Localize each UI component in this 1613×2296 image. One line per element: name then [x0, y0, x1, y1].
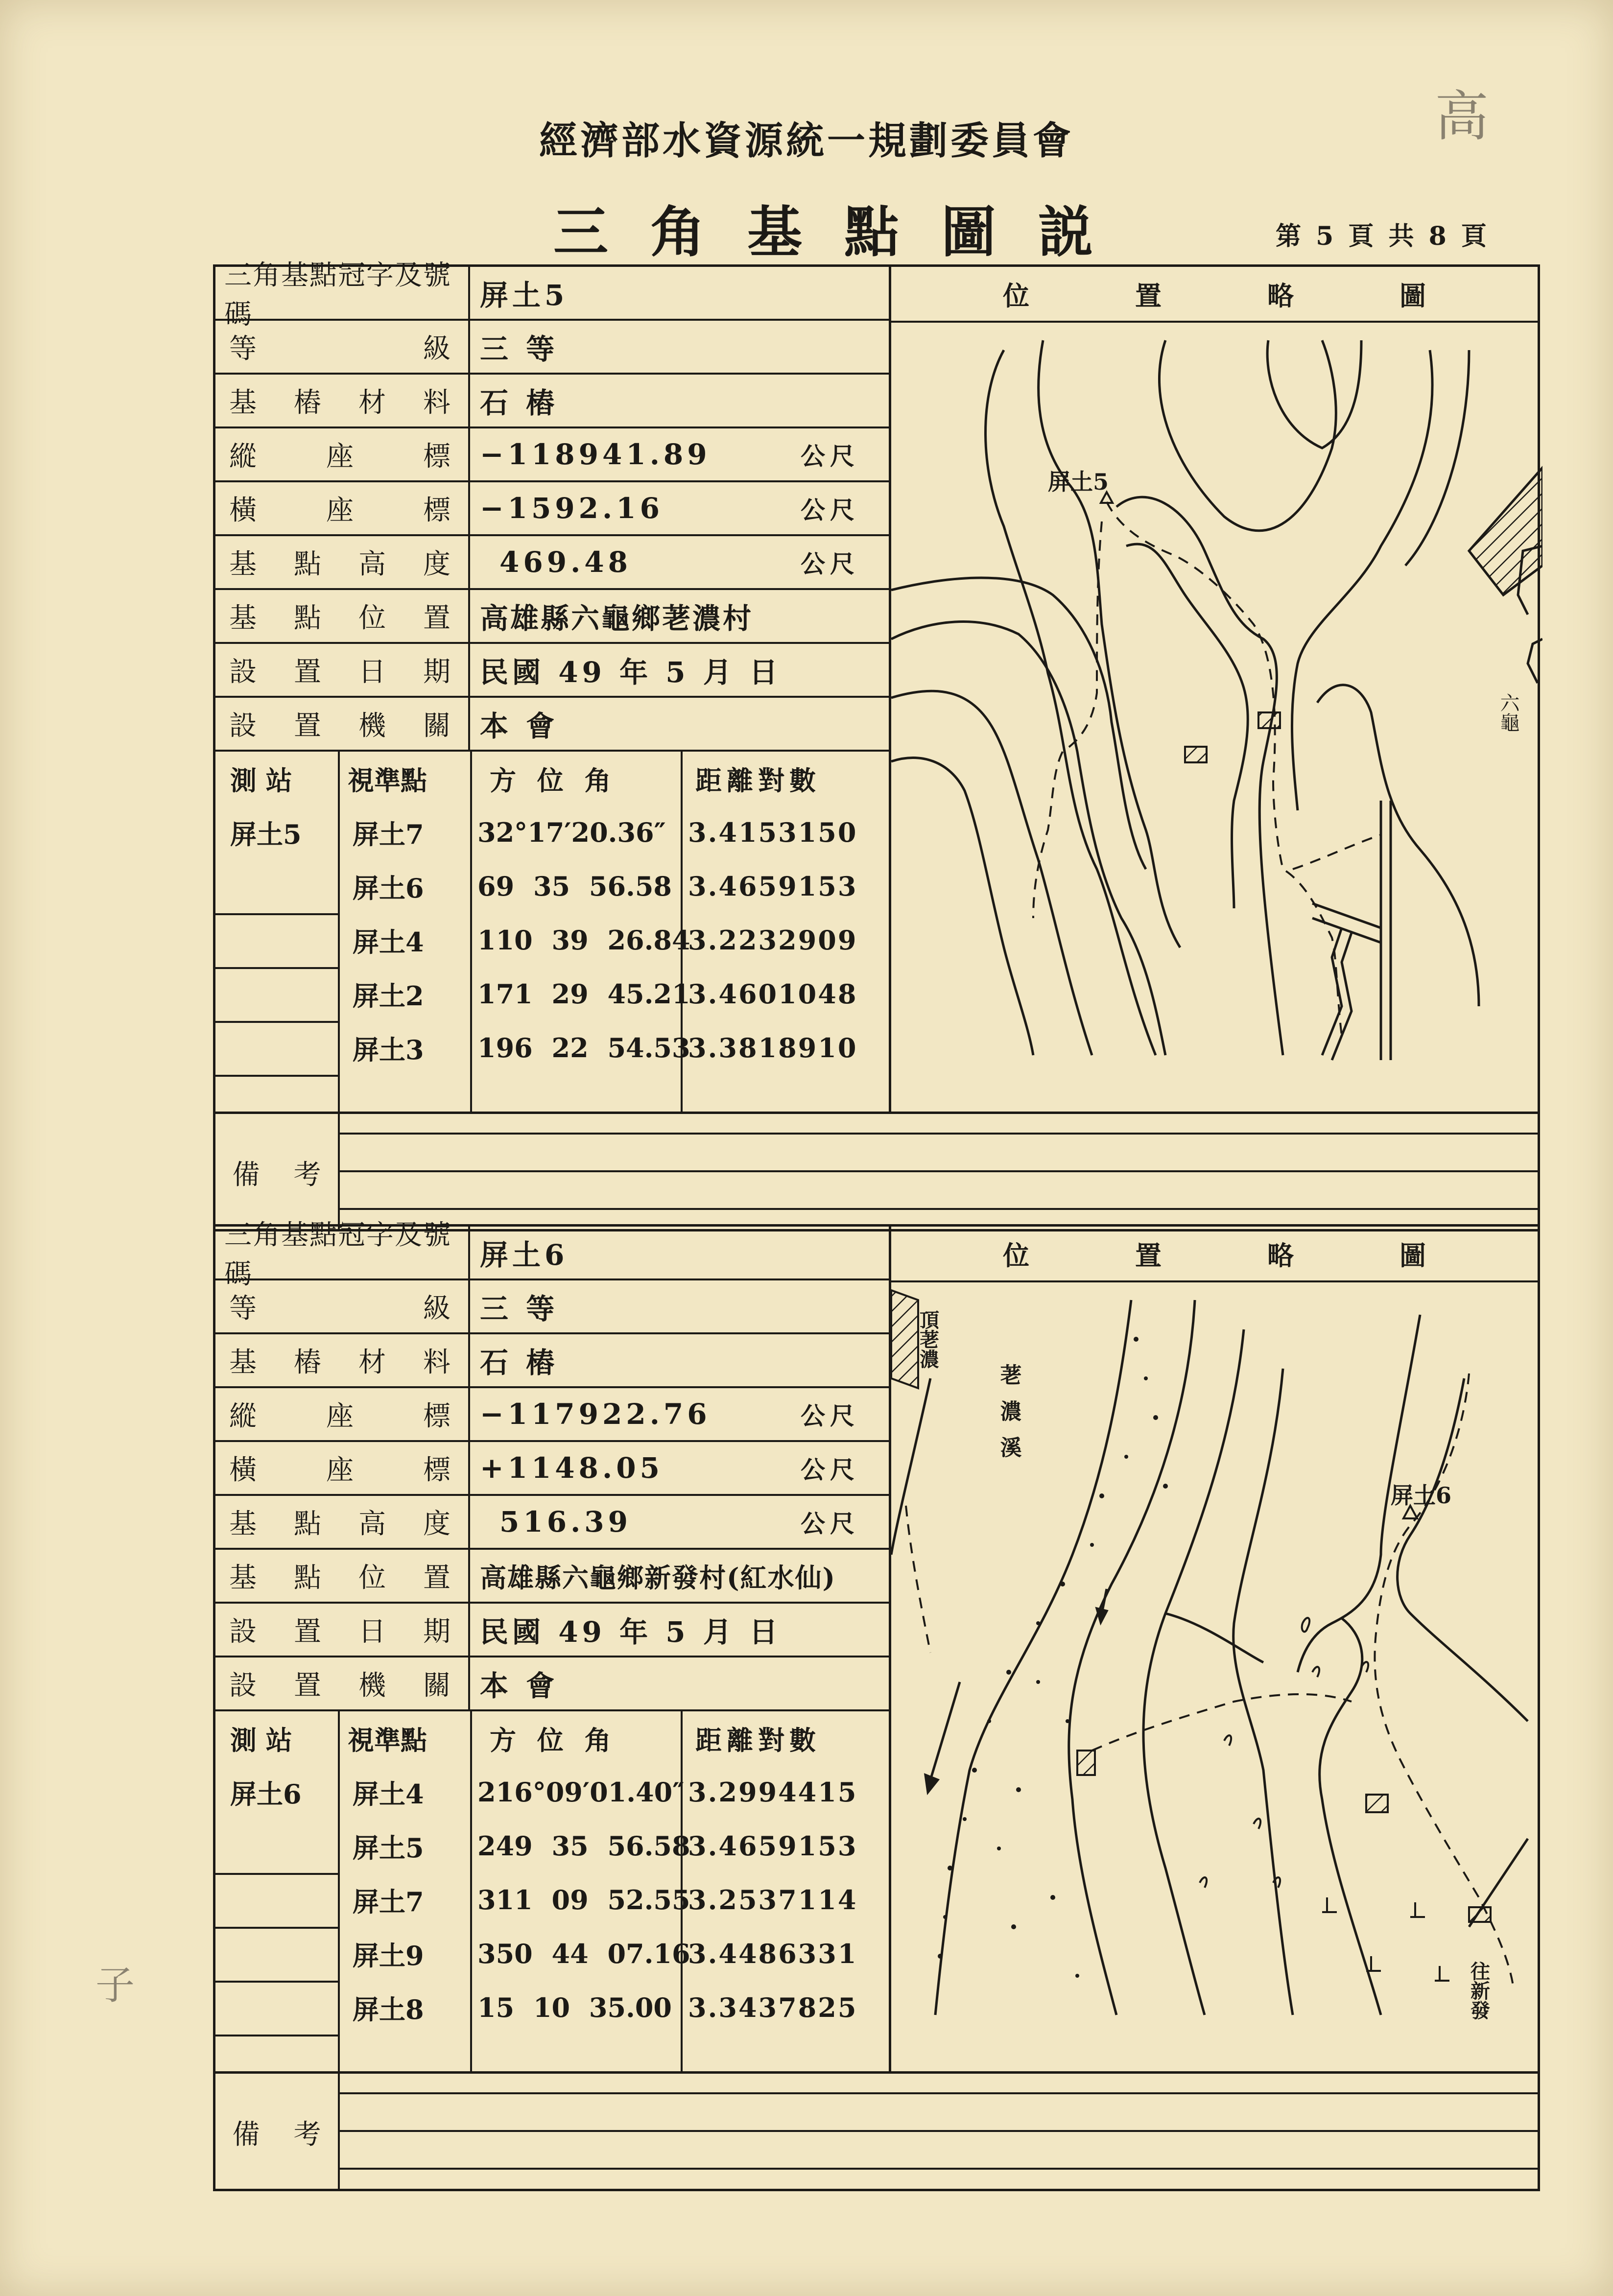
point-section-2 — [213, 1219, 1540, 2191]
obs-distance: 3.4659153 — [688, 871, 858, 902]
obs-azimuth: 171 29 45.21 — [477, 978, 690, 1010]
agency-label: 設 置 機 關 — [215, 1657, 470, 1709]
map-place-label: 頂荖濃 — [916, 1310, 940, 1369]
margin-pencil-mark: 子 — [95, 1963, 135, 2008]
obs-distance: 3.2232909 — [688, 924, 858, 956]
date-row — [215, 1604, 889, 1657]
grade-value: 三 等 — [480, 1292, 559, 1326]
material-value: 石 樁 — [480, 1346, 559, 1379]
remarks-row — [215, 2071, 1538, 2191]
easting-value: −1592.16 — [480, 492, 664, 525]
target-header: 視準點 — [348, 764, 427, 796]
map-place-label: 六龜 — [1497, 693, 1519, 732]
map-marker-label: 屏土5 — [1048, 469, 1109, 495]
point-name-row — [215, 260, 889, 331]
target-header: 視準點 — [348, 1724, 427, 1756]
northing-label: 縱 座 標 — [215, 428, 470, 480]
obs-azimuth: 311 09 52.55 — [477, 1884, 690, 1916]
map-direction-label: 往新發 — [1467, 1961, 1491, 2020]
location-label: 基 點 位 置 — [215, 590, 470, 642]
obs-target: 屏土5 — [353, 1832, 424, 1864]
obs-azimuth: 15 10 35.00 — [477, 1992, 672, 2023]
easting-row — [215, 482, 889, 536]
obs-azimuth: 110 39 26.84 — [477, 924, 690, 956]
point-section-1 — [213, 260, 1540, 1231]
agency-value: 本 會 — [480, 1669, 559, 1703]
map-drawing — [891, 321, 1542, 1112]
obs-target: 屏土6 — [353, 872, 424, 904]
easting-row — [215, 1442, 889, 1496]
obs-azimuth: 350 44 07.16 — [477, 1938, 690, 1969]
obs-target: 屏土4 — [353, 926, 424, 958]
obs-target: 屏土3 — [353, 1034, 424, 1065]
point-name-value: 屏土6 — [480, 1238, 569, 1272]
azimuth-header: 方 位 角 — [490, 764, 617, 796]
obs-azimuth: 216°09′01.40″ — [477, 1776, 685, 1808]
elevation-unit: 公尺 — [801, 549, 859, 578]
northing-unit: 公尺 — [801, 442, 859, 471]
agency-row — [215, 1657, 889, 1711]
elevation-label: 基 點 高 度 — [215, 536, 470, 588]
date-value: 民國 49 年 5 月 日 — [480, 656, 782, 689]
obs-target: 屏土8 — [353, 1993, 424, 2025]
obs-distance: 3.3818910 — [688, 1032, 858, 1064]
material-label: 基 樁 材 料 — [215, 375, 470, 426]
distance-header: 距離對數 — [695, 1724, 821, 1756]
easting-label: 橫 座 標 — [215, 482, 470, 534]
obs-distance: 3.4601048 — [688, 978, 858, 1010]
map-marker-label: 屏土6 — [1391, 1482, 1452, 1509]
elevation-value: 516.39 — [499, 1505, 632, 1539]
page-title: 三角基點圖説 — [553, 200, 1135, 264]
obs-azimuth: 32°17′20.36″ — [477, 817, 666, 848]
grade-row — [215, 1280, 889, 1334]
map-river-label: 荖濃溪 — [996, 1364, 1021, 1472]
northing-row — [215, 1388, 889, 1442]
elevation-row — [215, 1496, 889, 1550]
obs-target: 屏土4 — [353, 1778, 424, 1810]
elevation-unit: 公尺 — [801, 1509, 859, 1538]
location-value: 高雄縣六龜鄉新發村(紅水仙) — [480, 1562, 836, 1593]
obs-distance: 3.4659153 — [688, 1830, 858, 1862]
page-info: 第 5 頁 共 8 頁 — [1276, 221, 1490, 251]
location-sketch-map-1 — [889, 267, 1538, 1112]
station-value: 屏土5 — [230, 818, 302, 850]
date-row — [215, 644, 889, 698]
obs-distance: 3.4486331 — [688, 1938, 858, 1969]
obs-distance: 3.4153150 — [688, 817, 858, 848]
date-label: 設 置 日 期 — [215, 644, 470, 696]
location-row — [215, 1550, 889, 1604]
material-row — [215, 1334, 889, 1388]
station-value: 屏土6 — [230, 1778, 302, 1810]
northing-value: −117922.76 — [480, 1397, 711, 1431]
point-name-label: 三角基點冠字及號碼 — [215, 1227, 470, 1278]
station-header: 測 站 — [230, 1724, 292, 1756]
distance-header: 距離對數 — [695, 764, 821, 796]
agency-row — [215, 698, 889, 752]
obs-distance: 3.2537114 — [688, 1884, 858, 1916]
observation-table — [215, 1711, 889, 2071]
northing-unit: 公尺 — [801, 1401, 859, 1430]
grade-label: 等 級 — [215, 321, 470, 373]
easting-unit: 公尺 — [801, 496, 859, 524]
map-title: 位 置 略 圖 — [891, 267, 1538, 323]
obs-target: 屏土7 — [353, 818, 424, 850]
material-value: 石 樁 — [480, 386, 559, 420]
location-row — [215, 590, 889, 644]
handwritten-mark: 高 — [1435, 85, 1489, 148]
remarks-label: 備 考 — [215, 1114, 340, 1231]
location-sketch-map-2 — [889, 1227, 1538, 2071]
obs-azimuth: 69 35 56.58 — [477, 871, 672, 902]
material-row — [215, 375, 889, 428]
agency-label: 設 置 機 關 — [215, 698, 470, 750]
grade-value: 三 等 — [480, 332, 559, 366]
location-label: 基 點 位 置 — [215, 1550, 470, 1602]
elevation-label: 基 點 高 度 — [215, 1496, 470, 1548]
northing-row — [215, 428, 889, 482]
point-name-row — [215, 1219, 889, 1290]
obs-target: 屏土7 — [353, 1886, 424, 1917]
obs-target: 屏土2 — [353, 980, 424, 1012]
obs-distance: 3.2994415 — [688, 1776, 858, 1808]
obs-azimuth: 249 35 56.58 — [477, 1830, 690, 1862]
date-label: 設 置 日 期 — [215, 1604, 470, 1656]
northing-label: 縱 座 標 — [215, 1388, 470, 1440]
grade-row — [215, 321, 889, 375]
easting-label: 橫 座 標 — [215, 1442, 470, 1494]
obs-distance: 3.3437825 — [688, 1992, 858, 2023]
obs-azimuth: 196 22 54.53 — [477, 1032, 690, 1064]
organization-header: 經濟部水資源統一規劃委員會 — [539, 118, 1074, 163]
point-name-value: 屏土5 — [480, 279, 569, 312]
northing-value: −118941.89 — [480, 438, 711, 471]
easting-unit: 公尺 — [801, 1455, 859, 1484]
easting-value: +1148.05 — [480, 1451, 664, 1485]
agency-value: 本 會 — [480, 710, 559, 743]
azimuth-header: 方 位 角 — [490, 1724, 617, 1756]
remarks-label: 備 考 — [215, 2074, 340, 2191]
map-drawing — [891, 1280, 1542, 2071]
elevation-value: 469.48 — [499, 545, 632, 579]
elevation-row — [215, 536, 889, 590]
point-name-label: 三角基點冠字及號碼 — [215, 267, 470, 319]
station-header: 測 站 — [230, 764, 292, 796]
map-title: 位 置 略 圖 — [891, 1227, 1538, 1282]
material-label: 基 樁 材 料 — [215, 1334, 470, 1386]
grade-label: 等 級 — [215, 1280, 470, 1332]
date-value: 民國 49 年 5 月 日 — [480, 1615, 782, 1649]
obs-target: 屏土9 — [353, 1940, 424, 1971]
location-value: 高雄縣六龜鄉荖濃村 — [480, 602, 754, 635]
observation-table — [215, 752, 889, 1112]
